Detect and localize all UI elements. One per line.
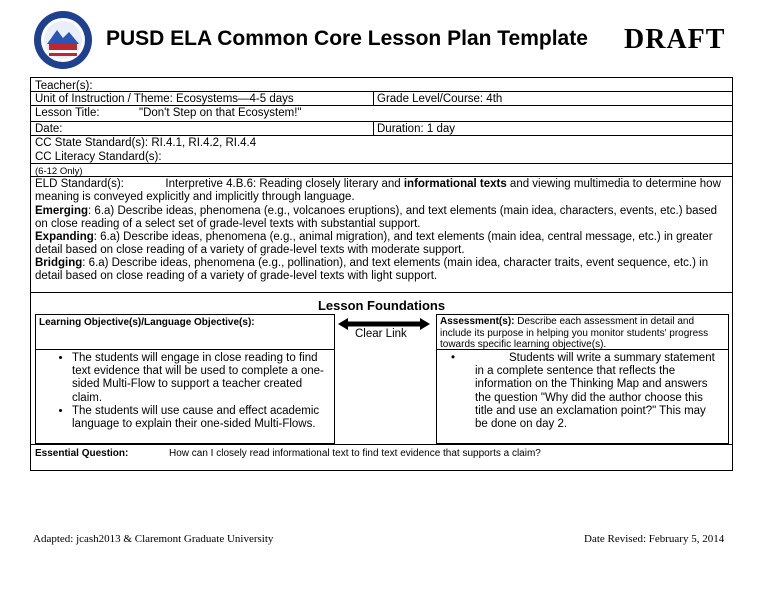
lesson-title-value: "Don't Step on that Ecosystem!" xyxy=(139,107,302,119)
list-item: • The students will use cause and effect academic language to explain their one-sided Multi-Flows. xyxy=(72,405,334,431)
district-seal-logo xyxy=(33,10,93,70)
draft-label: DRAFT xyxy=(624,24,726,55)
expanding-label: Expanding xyxy=(35,231,94,243)
unit-field: Unit of Instruction / Theme: Ecosystems—4-5 days xyxy=(35,93,294,105)
emerging-text: : 6.a) Describe ideas, phenomena (e.g., volcanoes eruptions), and text elements (main idea, characters, events, etc.) based on close reading of a select set of grade-level texts with substantial support. xyxy=(35,205,718,231)
cc-literacy-standards: CC Literacy Standard(s): xyxy=(35,151,162,163)
eld-expanding xyxy=(35,231,729,257)
lesson-foundations-heading: Lesson Foundations xyxy=(317,298,446,313)
page-title: PUSD ELA Common Core Lesson Plan Template xyxy=(106,27,588,50)
grades-note: (6-12 Only) xyxy=(35,166,83,177)
expanding-text: : 6.a) Describe ideas, phenomena (e.g., animal migration), and text elements (main idea, central message, etc.) in greater detail based on close reading of a variety of grade-level texts with moderate support. xyxy=(35,231,713,257)
objectives-label: Learning Objective(s)/Language Objective(s): xyxy=(39,317,255,328)
list-item: • The students will engage in close reading to find text evidence that will be used to complete a one-sided Multi-Flow to support a teacher created claim. xyxy=(72,352,334,405)
eld-bridging xyxy=(35,257,729,283)
eld-text-bold: informational texts xyxy=(403,178,507,190)
cc-state-standards: CC State Standard(s): RI.4.1, RI.4.2, RI.4.4 xyxy=(35,137,257,149)
lesson-title-label: Lesson Title: xyxy=(35,107,100,119)
assessment-box xyxy=(436,314,729,444)
lesson-plan-form xyxy=(30,77,733,471)
assessment-heading xyxy=(440,316,726,351)
footer-date-revised: Date Revised: February 5, 2014 xyxy=(584,533,725,545)
eld-emerging xyxy=(35,205,729,231)
bridging-text: : 6.a) Describe ideas, phenomena (e.g., pollination), and text elements (main idea, character traits, event sequence, etc.) in detail based on close reading of a variety of grade-level texts with light support. xyxy=(35,257,709,283)
teacher-label: Teacher(s): xyxy=(35,80,93,92)
essential-question-label: Essential Question: xyxy=(35,448,129,459)
clear-link-label: Clear Link xyxy=(355,328,407,340)
list-item: Students will write a summary statement in a complete sentence that reflects the information on the Thinking Map and answers the question "Why did the author choose this title and use an exclamation point?" This may be done on day 2. xyxy=(475,352,715,431)
bridging-label: Bridging xyxy=(35,257,83,269)
grade-field: Grade Level/Course: 4th xyxy=(377,93,503,105)
eld-label: ELD Standard(s): xyxy=(35,178,124,190)
duration-field: Duration: 1 day xyxy=(377,123,455,135)
emerging-label: Emerging xyxy=(35,205,89,217)
objectives-list xyxy=(36,352,334,431)
assessment-label: Assessment(s): xyxy=(440,316,515,327)
eld-standards xyxy=(35,178,729,204)
bullet-icon: • xyxy=(451,352,456,364)
essential-question-text: How can I closely read informational text to find text evidence that supports a claim? xyxy=(169,448,541,459)
eld-text-pre: Interpretive 4.B.6: Reading closely literary and xyxy=(165,178,404,190)
assessment-description: Describe each assessment in detail and include its purpose in helping you monitor students' progress towards specific learning objective(s). xyxy=(440,316,709,350)
objectives-box xyxy=(35,314,335,444)
footer-adapted: Adapted: jcash2013 & Claremont Graduate University xyxy=(33,533,274,545)
eld-text-post: and viewing multimedia to determine how meaning is conveyed explicitly and implicitly through language. xyxy=(35,178,721,204)
date-label: Date: xyxy=(35,123,63,135)
